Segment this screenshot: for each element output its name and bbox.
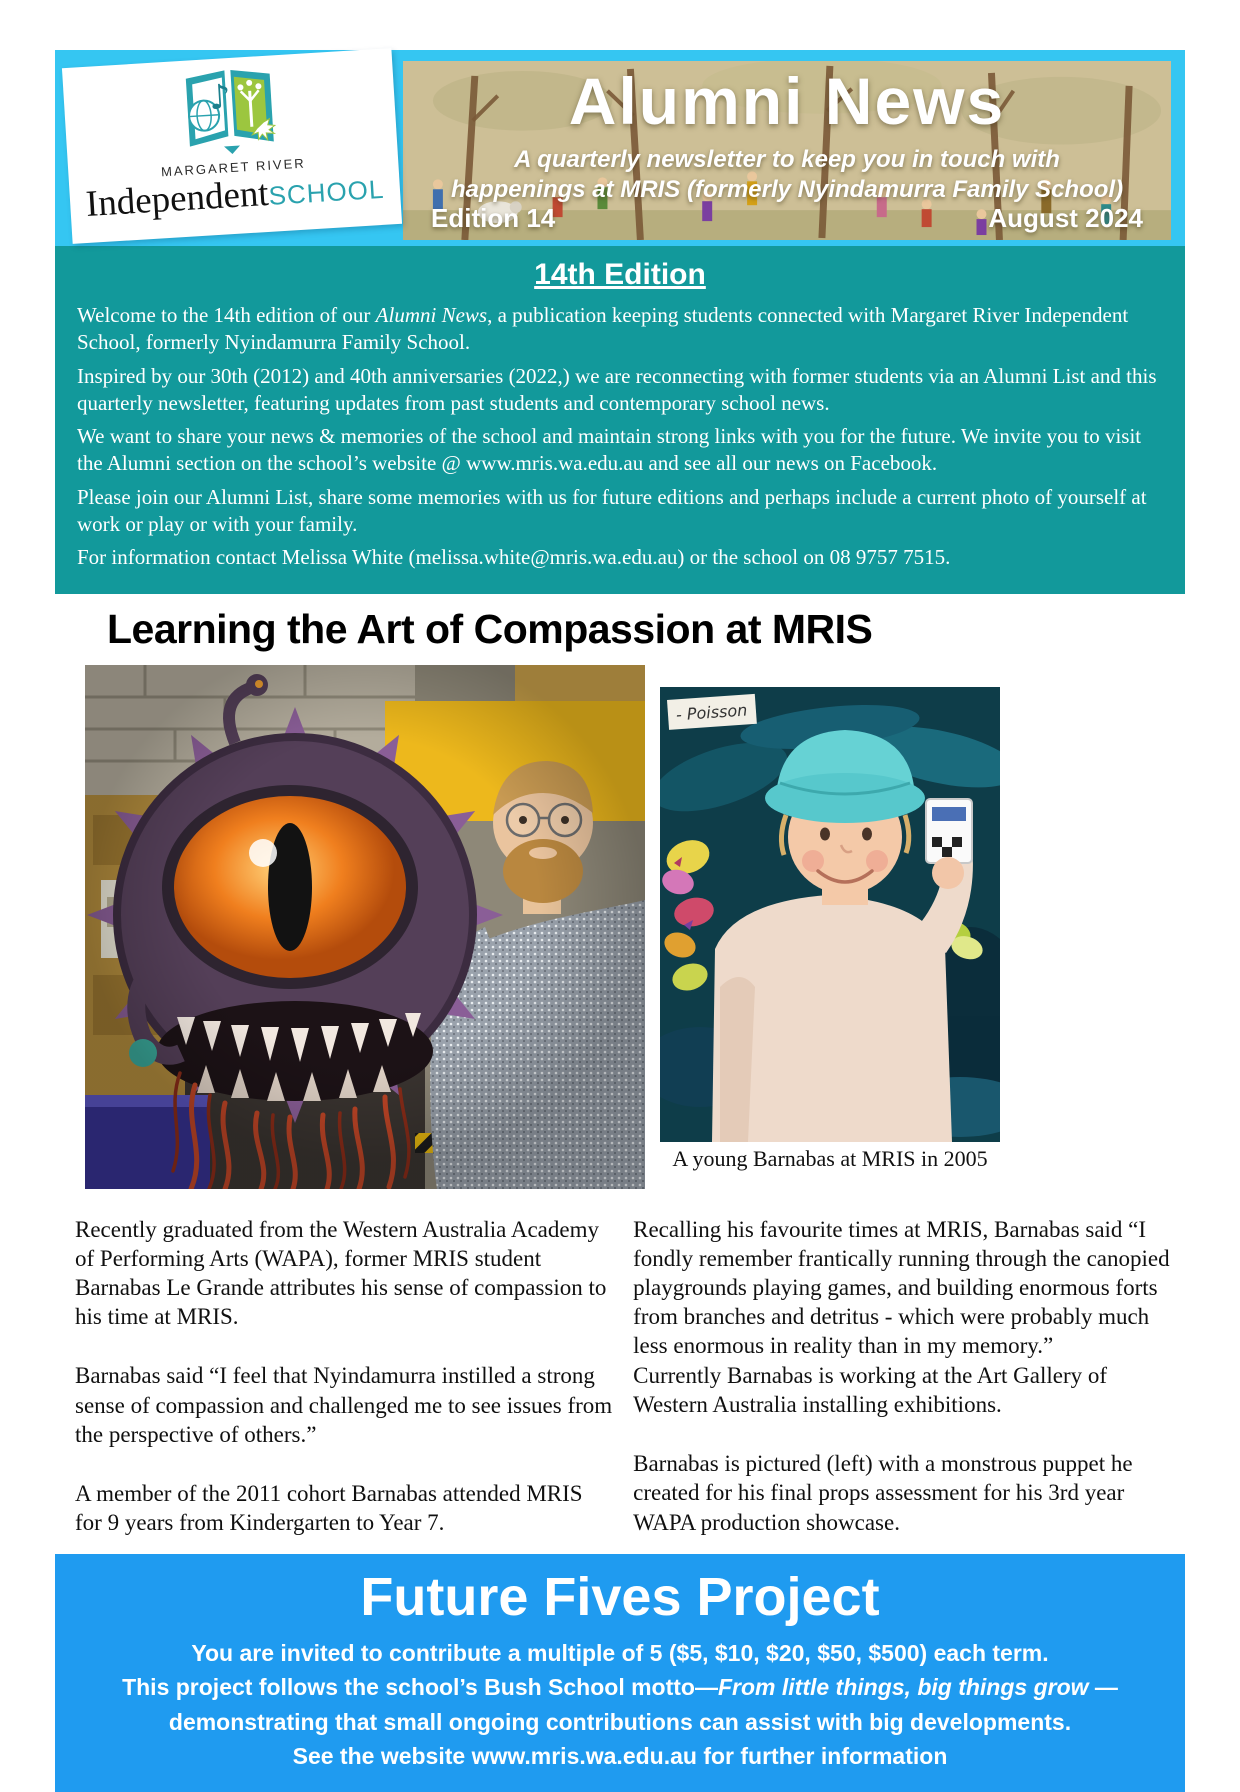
article-paragraph: Currently Barnabas is working at the Art Gallery of Western Australia installing exhibitions. [633, 1362, 1108, 1417]
logo-region-name: MARGARET RIVER [160, 155, 307, 180]
article-title: Learning the Art of Compassion at MRIS [107, 605, 873, 652]
article-paragraph: Barnabas is pictured (left) with a monstrous puppet he created for his final props assessment for his 3rd year WAPA production showcase. [633, 1451, 1133, 1535]
article-paragraph: Recalling his favourite times at MRIS, Barnabas said “I fondly remember frantically running through the canopied playgrounds playing games, and building enormous forts from branches and detritus - which were probably much less enormous in reality than in my memory.” [633, 1216, 1170, 1359]
article-paragraph: Barnabas said “I feel that Nyindamurra instilled a strong sense of compassion and challenged me to see issues from the perspective of others.” [75, 1363, 613, 1447]
newsletter-subtitle: A quarterly newsletter to keep you in touch with happenings at MRIS (formerly Nyindamurra Family School) [450, 146, 1124, 203]
logo-wordmark [85, 168, 385, 223]
footer-title: Future Fives Project [360, 1566, 880, 1627]
footer-line-3: demonstrating that small ongoing contributions can assist with big developments. [168, 1708, 1072, 1735]
logo-school-type: SCHOOL [267, 173, 386, 211]
article-paragraph: Recently graduated from the Western Australia Academy of Performing Arts (WAPA), former MRIS student Barnabas Le Grande attributes his sense of compassion to his time at MRIS. [75, 1216, 607, 1330]
intro-paragraph-3: We want to share your news & memories of the school and maintain strong links with you for the future. We invite you to visit the Alumni section on the school’s website @ www.mris.wa.edu.au and see all our news on Facebook. [77, 424, 1142, 476]
child-photo [660, 687, 1000, 1142]
logo-school-name: Independent [84, 172, 270, 225]
article-right-column [633, 1215, 1185, 1538]
photo-caption: A young Barnabas at MRIS in 2005 [672, 1145, 988, 1171]
footer-line-2 [85, 1670, 1155, 1705]
banner-text-overlay [403, 61, 1171, 240]
newsletter-title: Alumni News [568, 64, 1006, 138]
intro-paragraph-2: Inspired by our 30th (2012) and 40th anniversaries (2022,) we are reconnecting with former students via an Alumni List and this quarterly newsletter, featuring updates from past students and contemporary school news. [77, 363, 1157, 415]
article-body [55, 1215, 1185, 1538]
child-photo-block [660, 687, 1000, 1172]
footer-line-1: You are invited to contribute a multiple of 5 ($5, $10, $20, $50, $500) each term. [191, 1639, 1049, 1666]
intro-paragraph-4: Please join our Alumni List, share some memories with us for future editions and perhaps include a current photo of yourself at work or play or with your family. [77, 484, 1147, 537]
footer-banner [55, 1554, 1185, 1792]
intro-p1-post: , a publication keeping students connected with Margaret River Independent School, formerly Nyindamurra Family School. [77, 303, 1129, 355]
header-banner [55, 50, 1185, 246]
edition-label: Edition 14 [431, 203, 556, 233]
school-logo-icon [127, 56, 333, 168]
intro-section [55, 246, 1185, 594]
puppet-photo [85, 665, 645, 1189]
intro-heading: 14th Edition [534, 258, 706, 291]
svg-text:♪: ♪ [207, 77, 232, 119]
intro-paragraph-1 [77, 302, 1163, 357]
footer-line-2-pre: This project follows the school’s Bush School motto— [122, 1674, 718, 1700]
banner-bottom-row [431, 203, 1143, 234]
footer-line-2-post: — [1088, 1674, 1118, 1700]
article-paragraph: A member of the 2011 cohort Barnabas attended MRIS for 9 years from Kindergarten to Year 7. [75, 1481, 583, 1536]
banner-illustration [403, 61, 1171, 240]
intro-paragraph-5: For information contact Melissa White (melissa.white@mris.wa.edu.au) or the school on 08 9757 7515. [77, 545, 951, 570]
article-left-column [75, 1215, 613, 1538]
article-photos [55, 665, 1185, 1201]
photo-label-tag: - Poisson [675, 700, 748, 725]
issue-date: August 2024 [988, 203, 1143, 233]
intro-p1-italic: Alumni News [375, 303, 488, 327]
intro-p1-pre: Welcome to the 14th edition of our [77, 303, 376, 327]
footer-line-2-motto: From little things, big things grow [717, 1674, 1089, 1700]
footer-line-4: See the website www.mris.wa.edu.au for further information [292, 1743, 948, 1769]
school-logo-card [62, 48, 402, 244]
